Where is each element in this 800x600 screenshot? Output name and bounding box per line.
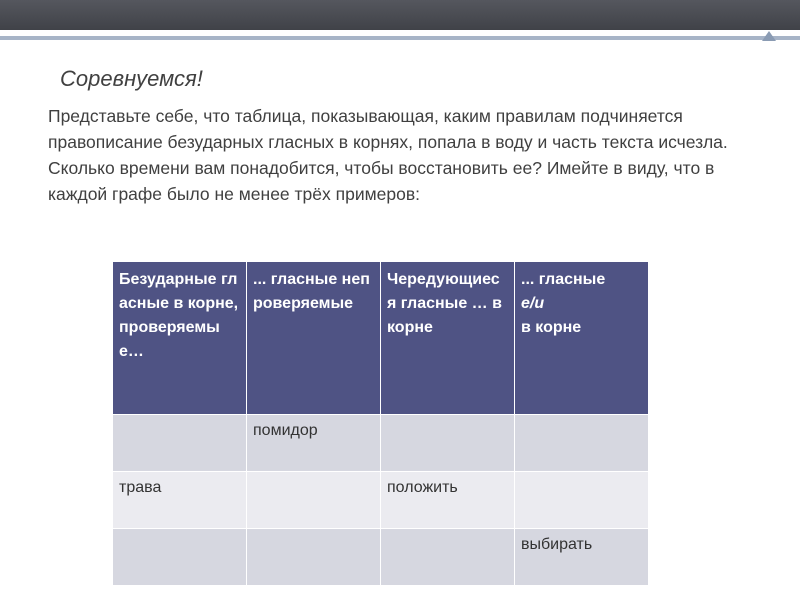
table-cell <box>247 529 381 586</box>
table-row <box>113 472 649 529</box>
header-cell-unchecked-vowels: ... гласные непроверяемые <box>247 262 381 415</box>
header-italic: е/и <box>521 295 545 312</box>
intro-paragraph: Представьте себе, что таблица, показывающая, каким правилам подчиняется правописание безударных гласных в корнях, попала в воду и часть текста исчезла. Сколько времени вам понадобится, чтобы восстановить ее? Имейте в виду, что в каждой графе было не менее трёх примеров: <box>48 106 728 204</box>
header-prefix: ... гласные <box>521 271 606 288</box>
header-cell-checked-vowels: Безударные гласные в корне, проверяемые… <box>113 262 247 415</box>
table-cell: помидор <box>247 415 381 472</box>
table-cell <box>247 472 381 529</box>
table-cell: трава <box>113 472 247 529</box>
table-cell <box>113 415 247 472</box>
table-cell <box>515 415 649 472</box>
rules-table <box>112 261 649 586</box>
accent-line <box>0 36 800 40</box>
table-cell: выбирать <box>515 529 649 586</box>
table-cell <box>113 529 247 586</box>
table-row <box>113 415 649 472</box>
table-cell <box>381 529 515 586</box>
header-cell-e-i-vowels <box>515 262 649 415</box>
top-bar <box>0 0 800 30</box>
slide-title: Соревнуемся! <box>60 66 203 91</box>
header-cell-alternating-vowels: Чередующиеся гласные … в корне <box>381 262 515 415</box>
table-cell <box>381 415 515 472</box>
table-cell <box>515 472 649 529</box>
table-cell: положить <box>381 472 515 529</box>
header-suffix: в корне <box>521 319 582 336</box>
table-row <box>113 529 649 586</box>
triangle-marker-icon <box>762 31 776 41</box>
table-header-row <box>113 262 649 415</box>
